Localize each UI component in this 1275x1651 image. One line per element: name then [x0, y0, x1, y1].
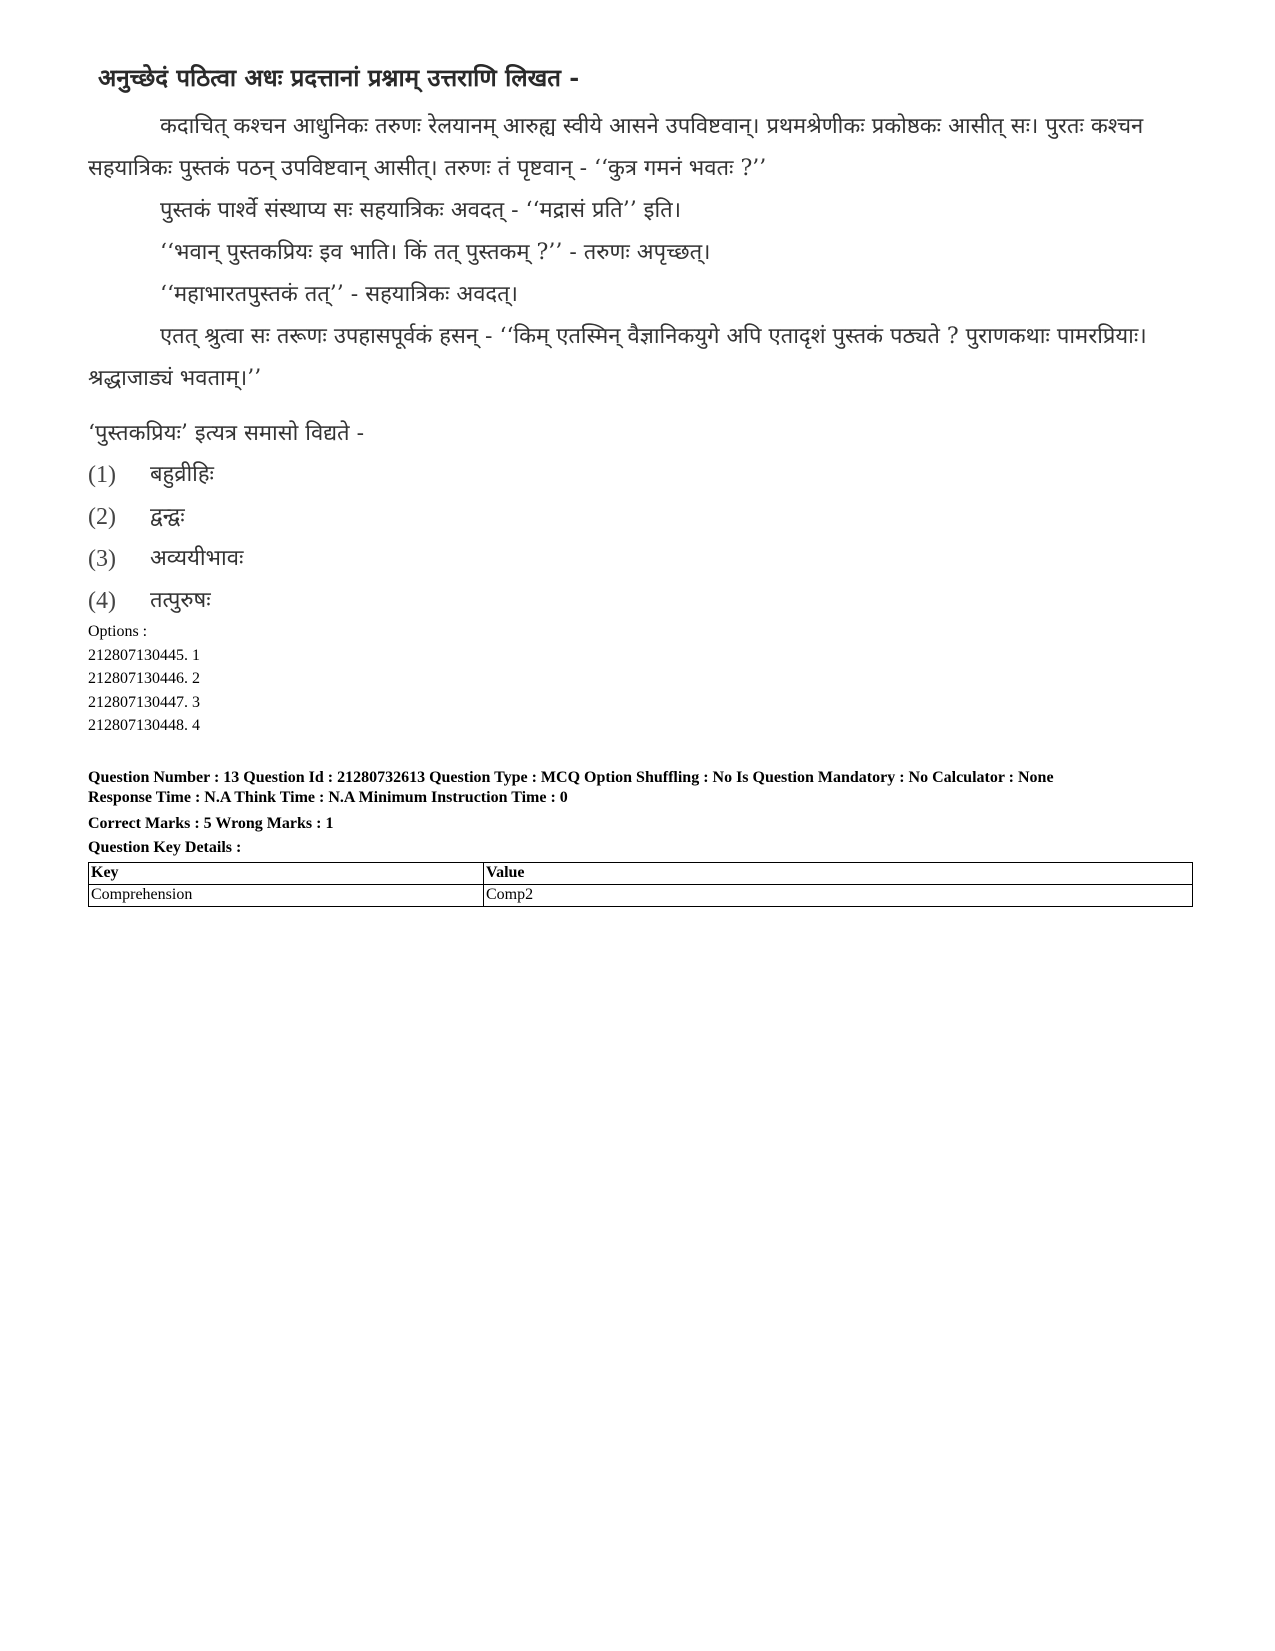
choice-number: (4) [88, 588, 116, 614]
option-id-item: 212807130445. 1 [88, 646, 200, 664]
question-scan-image [88, 60, 1208, 622]
choice-text: तत्पुरुषः [150, 588, 211, 613]
passage-paragraph: ‘‘भवान् पुस्तकप्रियः इव भाति। किं तत् पुस्तकम् ?’’ - तरुणः अपृच्छत्। [160, 240, 711, 265]
question-text: ‘पुस्तकप्रियः’ इत्यत्र समासो विद्यते - [88, 421, 365, 446]
choice-number: (1) [88, 462, 116, 488]
choice-item [88, 496, 1208, 538]
passage-paragraph: पुस्तकं पार्श्वे संस्थाप्य सः सहयात्रिकः अवदत् - ‘‘मद्रासं प्रति’’ इति। [160, 198, 682, 223]
table-cell: Comp2 [484, 885, 1193, 907]
choice-number: (2) [88, 504, 116, 530]
option-id-item: 212807130447. 3 [88, 693, 200, 711]
passage-paragraph: कदाचित् कश्चन आधुनिकः तरुणः रेलयानम् आरुह्य स्वीये आसने उपविष्टवान्। प्रथमश्रेणीकः प्रकोष्ठकः आसीत् सः। पुरतः कश्चन सहयात्रिकः पुस्तकं पठन् उपविष्टवान् आसीत्। तरुणः तं पृष्टवान् - ‘‘कुत्र गमनं भवतः ?’’ [88, 114, 1144, 181]
question-info-line: Response Time : N.A Think Time : N.A Minimum Instruction Time : 0 [88, 789, 568, 806]
options-list [88, 620, 200, 738]
choice-item [88, 454, 1208, 496]
marks-info: Correct Marks : 5 Wrong Marks : 1 [88, 815, 334, 832]
passage-paragraph: एतत् श्रुत्वा सः तरूणः उपहासपूर्वकं हसन् - ‘‘किम् एतस्मिन् वैज्ञानिकयुगे अपि एतादृशं पुस्तकं पठ्यते ? पुराणकथाः पामरप्रियाः। श्रद्धाजाड्यं भवताम्।’’ [88, 324, 1147, 391]
table-row [89, 885, 1193, 907]
table-header-cell: Key [89, 863, 484, 885]
option-id-item: 212807130448. 4 [88, 717, 200, 734]
question-info-line: Question Number : 13 Question Id : 21280732613 Question Type : MCQ Option Shuffling : No Is Question Mandatory : No Calculator : None [88, 769, 1054, 786]
key-details-label: Question Key Details : [88, 839, 242, 856]
choice-text: द्वन्द्वः [150, 504, 185, 529]
choice-text: अव्ययीभावः [150, 546, 244, 571]
choice-number: (3) [88, 546, 116, 572]
options-label: Options : [88, 623, 148, 640]
question-info [88, 768, 1218, 808]
table-cell: Comprehension [89, 885, 484, 907]
passage-heading: अनुच्छेदं पठित्वा अधः प्रदत्तानां प्रश्नाम् उत्तराणि लिखत - [98, 63, 580, 92]
choice-item [88, 580, 1208, 622]
option-id-item: 212807130446. 2 [88, 670, 200, 687]
key-details-table [88, 862, 1193, 907]
table-header-row [89, 863, 1193, 885]
table-header-cell: Value [484, 863, 1193, 885]
passage-paragraph: ‘‘महाभारतपुस्तकं तत्’’ - सहयात्रिकः अवदत्। [160, 282, 518, 307]
choice-text: बहुव्रीहिः [150, 462, 214, 487]
choice-item [88, 538, 1208, 580]
